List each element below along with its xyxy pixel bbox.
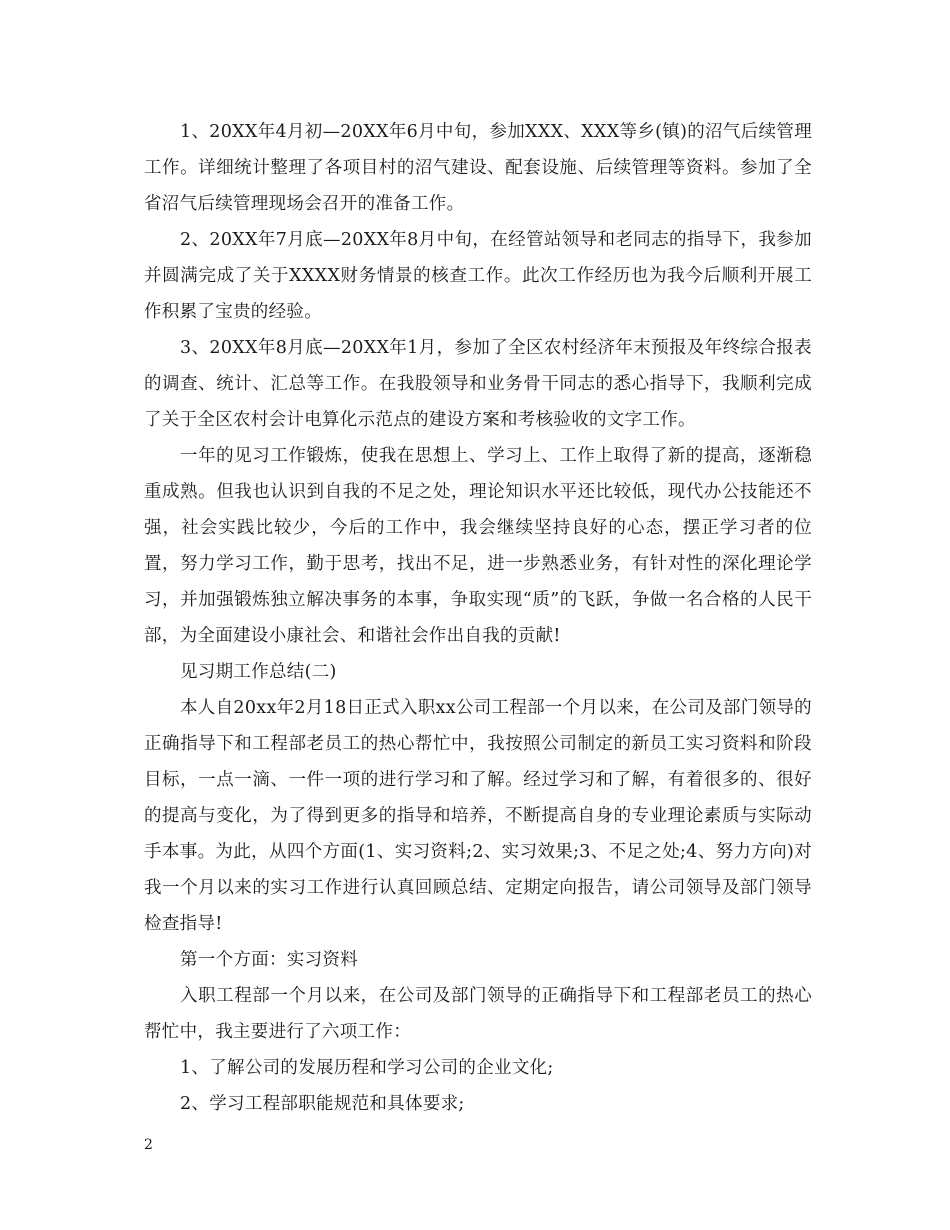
list-item-1: 1、了解公司的发展历程和学习公司的企业文化; xyxy=(180,1058,554,1078)
paragraph-item-3: 3、20XX年8月底—20XX年1月，参加了全区农村经济年末预报及年终综合报表的调查、统计、汇总等工作。在我股领导和业务骨干同志的悉心指导下，我顺利完成了关于全区农村会计电算化示范点的建设方案和考核验收的文字工作。 xyxy=(144,338,812,430)
paragraph-work-overview: 入职工程部一个月以来，在公司及部门领导的正确指导下和工程部老员工的热心帮忙中，我主要进行了六项工作： xyxy=(144,986,812,1042)
list-item-2: 2、学习工程部职能规范和具体要求; xyxy=(180,1094,465,1114)
paragraph-summary: 一年的见习工作锻炼，使我在思想上、学习上、工作上取得了新的提高，逐渐稳重成熟。但我也认识到自我的不足之处，理论知识水平还比较低，现代办公技能还不强，社会实践比较少，今后的工作中，我会继续坚持良好的心态，摆正学习者的位置，努力学习工作，勤于思考，找出不足，进一步熟悉业务，有针对性的深化理论学习，并加强锻炼独立解决事务的本事，争取实现“质”的飞跃，争做一名合格的人民干部，为全面建设小康社会、和谐社会作出自我的贡献! xyxy=(144,446,812,646)
document-body xyxy=(144,114,812,1122)
page-number: 2 xyxy=(144,1137,153,1153)
paragraph-item-1: 1、20XX年4月初—20XX年6月中旬，参加XXX、XXX等乡(镇)的沼气后续管理工作。详细统计整理了各项目村的沼气建设、配套设施、后续管理等资料。参加了全省沼气后续管理现场会召开的准备工作。 xyxy=(144,122,812,214)
section-heading-2: 见习期工作总结(二) xyxy=(180,662,337,682)
paragraph-intro: 本人自20xx年2月18日正式入职xx公司工程部一个月以来，在公司及部门领导的正确指导下和工程部老员工的热心帮忙中，我按照公司制定的新员工实习资料和阶段目标，一点一滴、一件一项的进行学习和了解。经过学习和了解，有着很多的、很好的提高与变化，为了得到更多的指导和培养，不断提高自身的专业理论素质与实际动手本事。为此，从四个方面(1、实习资料;2、实习效果;3、不足之处;4、努力方向)对我一个月以来的实习工作进行认真回顾总结、定期定向报告，请公司领导及部门领导检查指导! xyxy=(144,698,812,934)
subsection-heading-1: 第一个方面：实习资料 xyxy=(180,950,358,970)
paragraph-item-2: 2、20XX年7月底—20XX年8月中旬，在经管站领导和老同志的指导下，我参加并圆满完成了关于XXXX财务情景的核查工作。此次工作经历也为我今后顺利开展工作积累了宝贵的经验。 xyxy=(144,230,812,322)
